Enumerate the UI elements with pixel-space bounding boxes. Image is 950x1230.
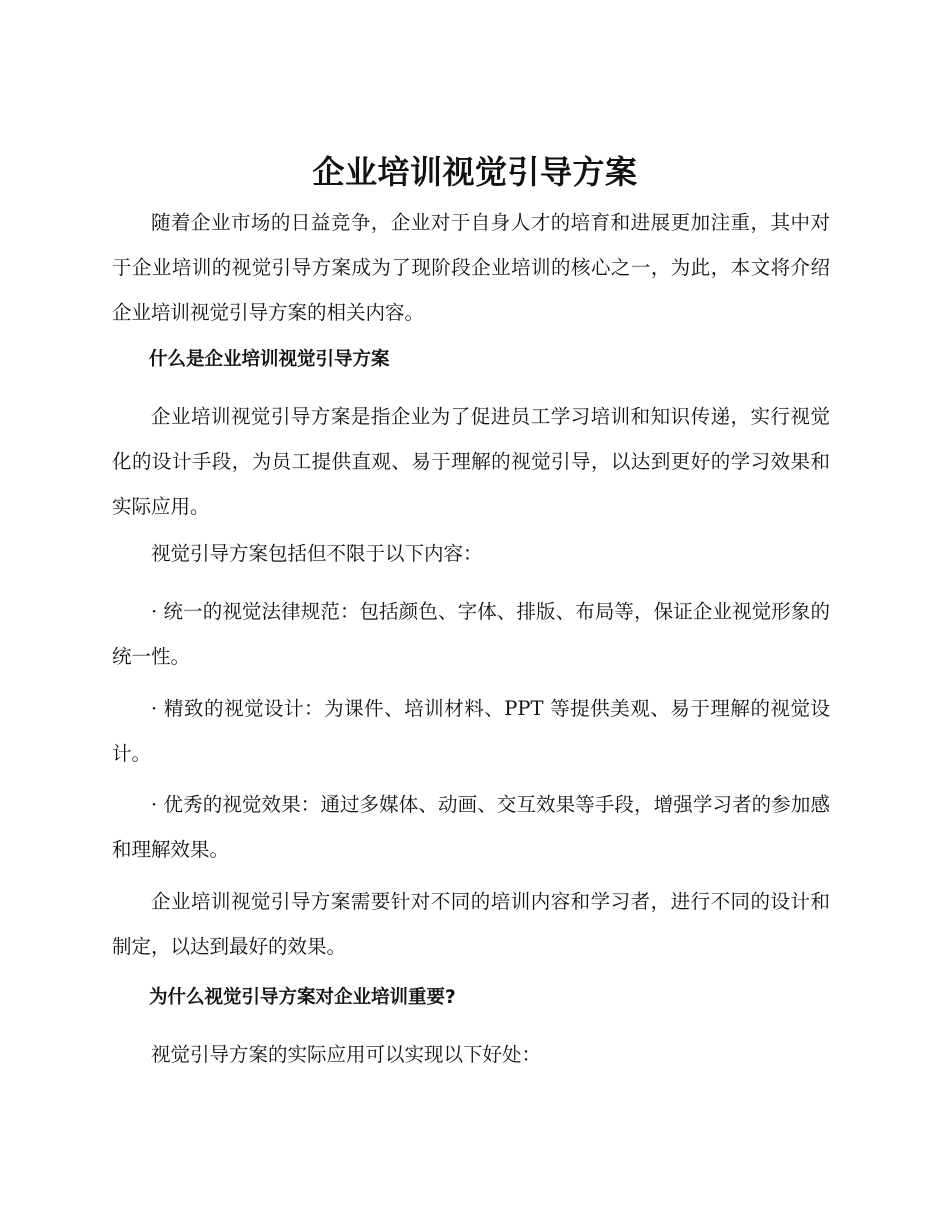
bullet-item-visual-design: · 精致的视觉设计：为课件、培训材料、PPT 等提供美观、易于理解的视觉设计。	[112, 697, 830, 765]
document-title: 企业培训视觉引导方案	[312, 153, 638, 191]
custom-design-paragraph: 企业培训视觉引导方案需要针对不同的培训内容和学习者，进行不同的设计和制定，以达到最好的效果。	[112, 890, 830, 958]
bullet-item-visual-standards: · 统一的视觉法律规范：包括颜色、字体、排版、布局等，保证企业视觉形象的统一性。	[112, 600, 830, 668]
intro-paragraph: 随着企业市场的日益竞争，企业对于自身人才的培育和进展更加注重，其中对于企业培训的视觉引导方案成为了现阶段企业培训的核心之一，为此，本文将介绍企业培训视觉引导方案的相关内容。	[112, 211, 830, 324]
section-heading-what-is: 什么是企业培训视觉引导方案	[149, 349, 390, 370]
contents-intro-paragraph: 视觉引导方案包括但不限于以下内容：	[151, 542, 483, 565]
section-heading-why-important: 为什么视觉引导方案对企业培训重要?	[149, 987, 456, 1008]
bullet-item-visual-effects: · 优秀的视觉效果：通过多媒体、动画、交互效果等手段，增强学习者的参加感和理解效果。	[112, 793, 830, 861]
definition-paragraph: 企业培训视觉引导方案是指企业为了促进员工学习培训和知识传递，实行视觉化的设计手段，为员工提供直观、易于理解的视觉引导，以达到更好的学习效果和实际应用。	[112, 405, 830, 518]
benefits-intro-paragraph: 视觉引导方案的实际应用可以实现以下好处：	[151, 1043, 542, 1066]
